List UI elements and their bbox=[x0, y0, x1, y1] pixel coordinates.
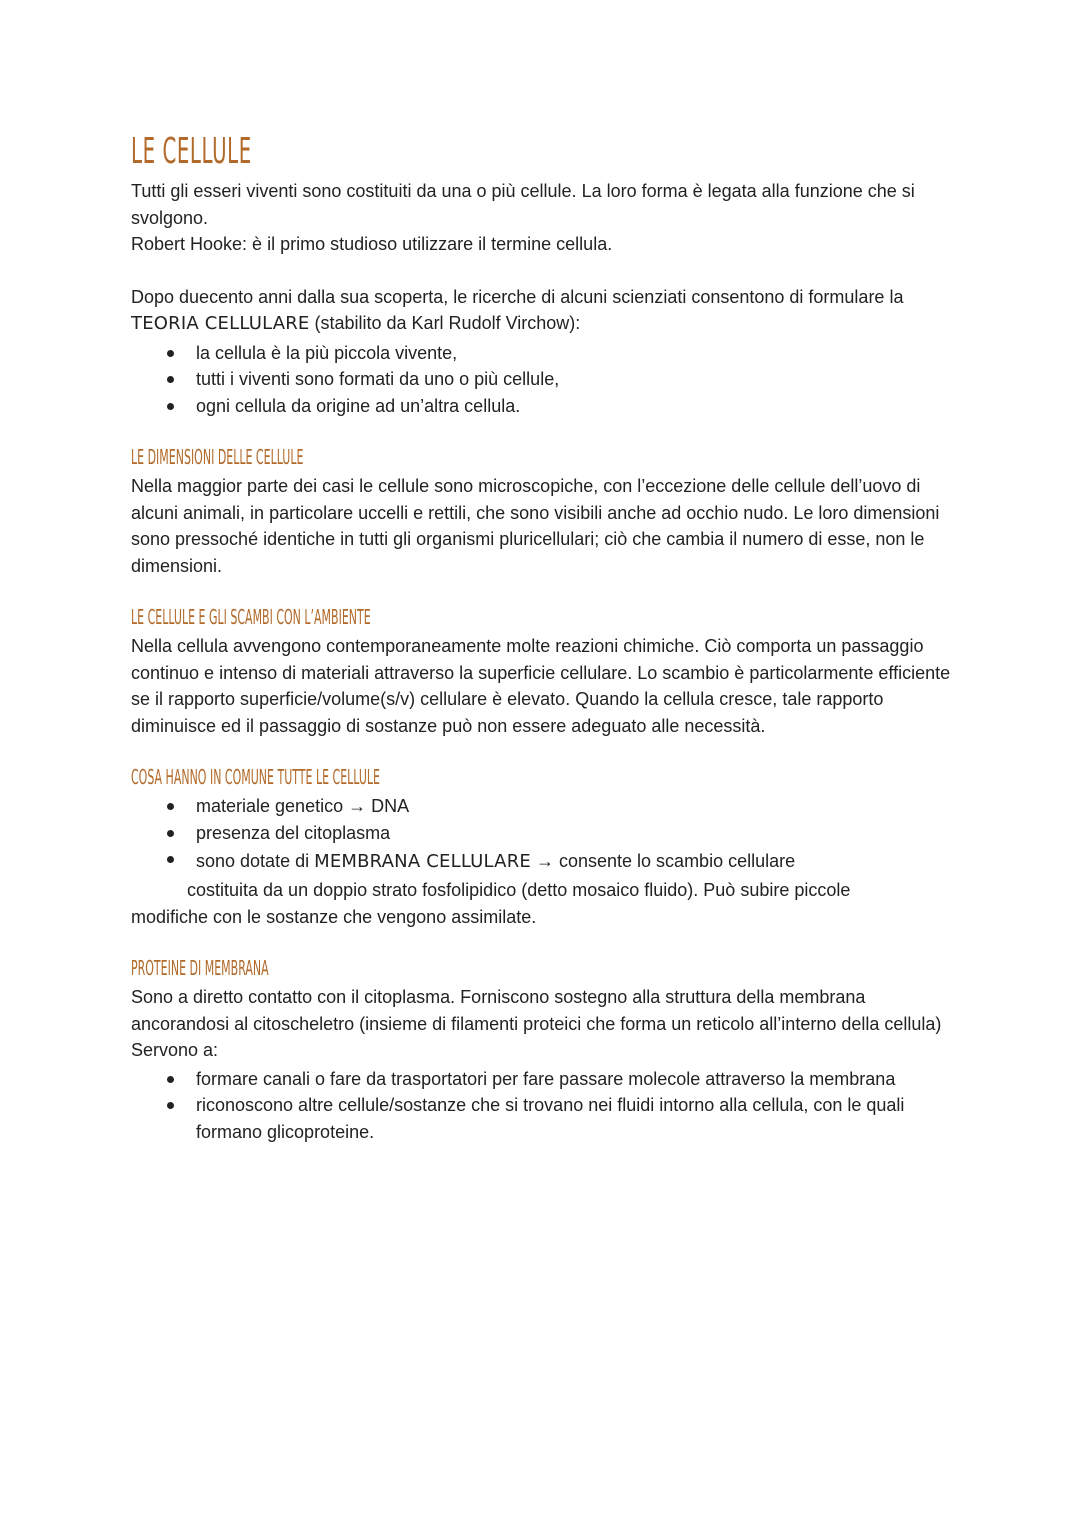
section-heading-comune: COSA HANNO IN COMUNE TUTTE LE CELLULE bbox=[131, 765, 380, 789]
servono-label: Servono a: bbox=[131, 1040, 219, 1060]
list-item: formare canali o fare da trasportatori per fare passare molecole attraverso la membrana bbox=[196, 1066, 951, 1093]
list-item bbox=[196, 846, 951, 877]
list-item: la cellula è la più piccola vivente, bbox=[196, 340, 951, 367]
theory-paragraph bbox=[131, 284, 951, 338]
list-item: riconoscono altre cellule/sostanze che si trovano nei fluidi intorno alla cellula, con le quali formano glicoproteine. bbox=[196, 1092, 951, 1145]
membrane-continuation-indented: costituita da un doppio strato fosfolipidico (detto mosaico fluido). Può subire piccole bbox=[187, 880, 851, 900]
comune-list bbox=[131, 793, 951, 877]
intro-paragraph: Tutti gli esseri viventi sono costituiti da una o più cellule. La loro forma è legata alla funzione che si svolgono. bbox=[131, 181, 915, 228]
section-heading-proteine: PROTEINE DI MEMBRANA bbox=[131, 956, 269, 980]
theory-term: TEORIA CELLULARE bbox=[131, 313, 310, 334]
section-heading-dimensioni: LE DIMENSIONI DELLE CELLULE bbox=[131, 445, 304, 469]
theory-text-end: (stabilito da Karl Rudolf Virchow): bbox=[309, 313, 581, 333]
section-heading-scambi: LE CELLULE E GLI SCAMBI CON L’AMBIENTE bbox=[131, 605, 371, 629]
scambi-paragraph: Nella cellula avvengono contemporaneamente molte reazioni chimiche. Ciò comporta un passaggio continuo e intenso di materiali attraverso la superficie cellulare. Lo scambio è particolarmente efficiente se il rapporto superficie/volume(s/v) cellulare è elevato. Quando la cellula cresce, tale rapporto diminuisce ed il passaggio di sostanze può non essere adeguato alle necessità. bbox=[131, 636, 951, 736]
theory-list bbox=[131, 340, 951, 420]
document-page bbox=[131, 130, 951, 1145]
list-item: presenza del citoplasma bbox=[196, 820, 951, 847]
list-item: materiale genetico → DNA bbox=[196, 793, 951, 820]
hooke-paragraph: Robert Hooke: è il primo studioso utilizzare il termine cellula. bbox=[131, 234, 613, 254]
page-title: LE CELLULE bbox=[131, 131, 252, 172]
proteine-paragraph: Sono a diretto contatto con il citoplasma. Forniscono sostegno alla struttura della membrana ancorandosi al citoscheletro (insieme di filamenti proteici che forma un reticolo all’interno della cellula) bbox=[131, 987, 942, 1034]
proteine-list bbox=[131, 1066, 951, 1146]
dimensioni-paragraph: Nella maggior parte dei casi le cellule sono microscopiche, con l’eccezione delle cellule dell’uovo di alcuni animali, in particolare uccelli e rettili, che sono visibili anche ad occhio nudo. Le loro dimensioni sono pressoché identiche in tutti gli organismi pluricellulari; ciò che cambia il numero di esse, non le dimensioni. bbox=[131, 476, 940, 576]
list-item: ogni cellula da origine ad un’altra cellula. bbox=[196, 393, 951, 420]
membrane-continuation: modifiche con le sostanze che vengono assimilate. bbox=[131, 906, 537, 927]
membrane-text-start: sono dotate di bbox=[196, 851, 315, 871]
list-item: tutti i viventi sono formati da uno o più cellule, bbox=[196, 366, 951, 393]
theory-text-start: Dopo duecento anni dalla sua scoperta, le ricerche di alcuni scienziati consentono di formulare la bbox=[131, 286, 904, 307]
membrane-term: MEMBRANA CELLULARE bbox=[314, 851, 531, 872]
membrane-text-end: → consente lo scambio cellulare bbox=[530, 851, 796, 871]
